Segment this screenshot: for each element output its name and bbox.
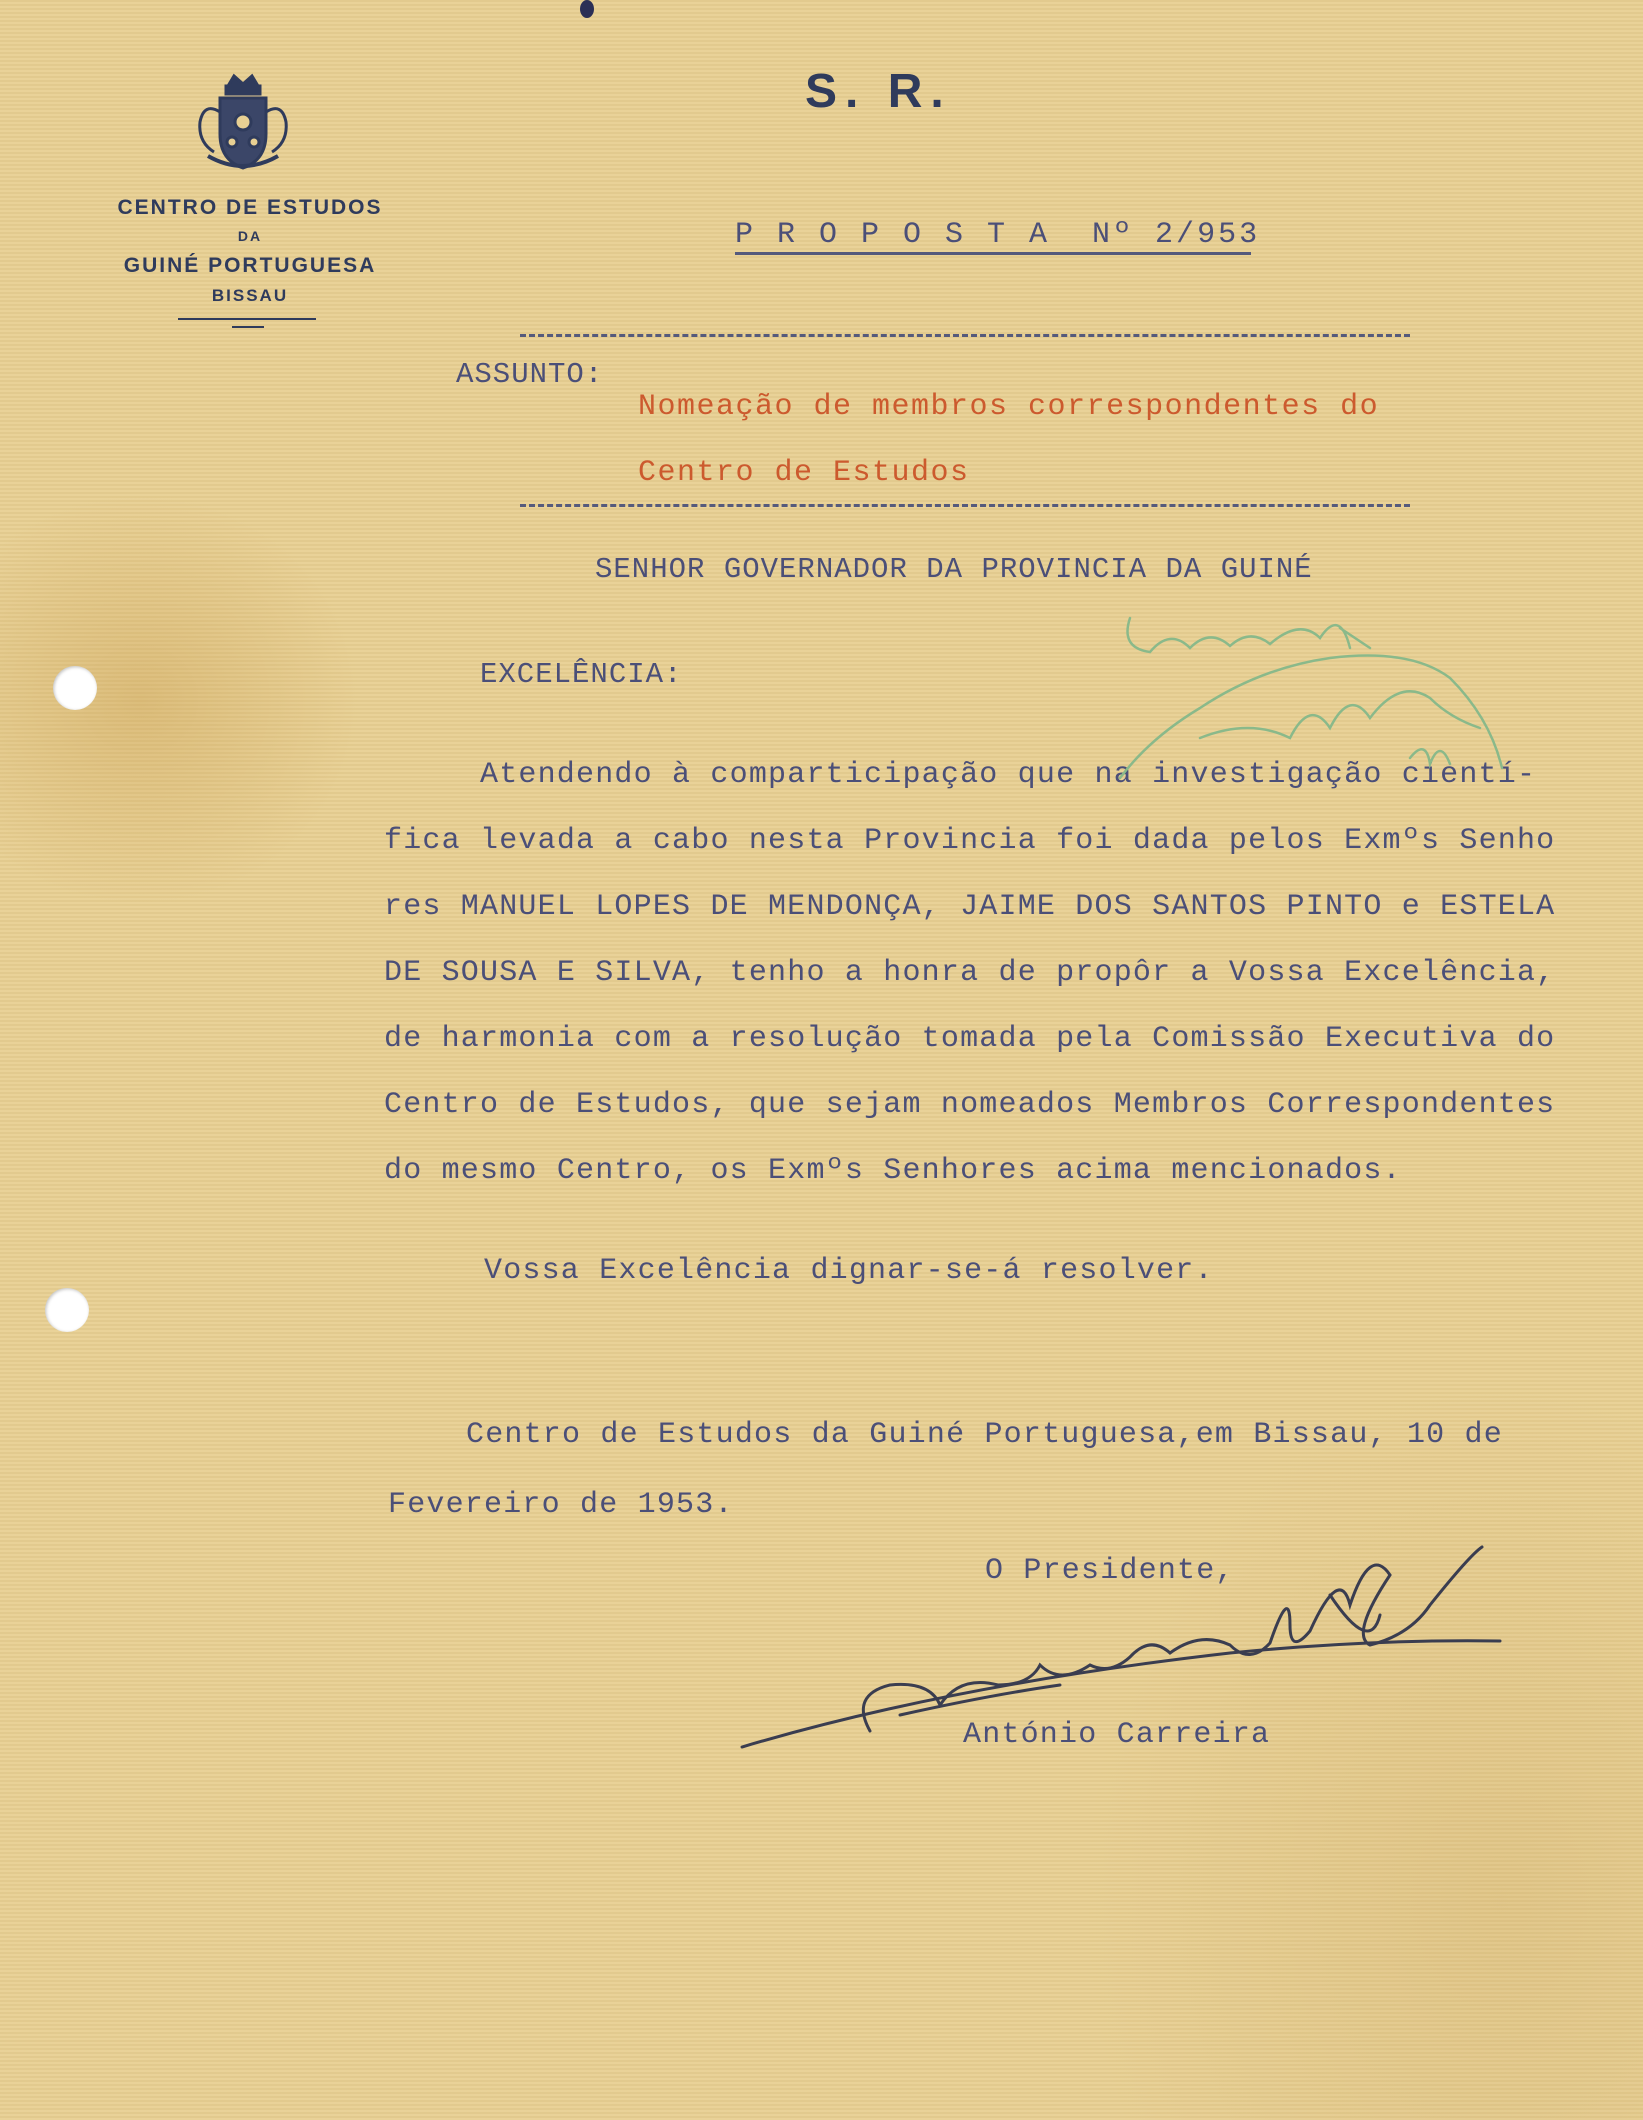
body-line-6: Centro de Estudos, que sejam nomeados Membros Correspondentes: [384, 1088, 1556, 1122]
header-sr: S. R.: [805, 65, 952, 118]
subject-label: ASSUNTO:: [456, 358, 604, 391]
salutation: EXCELÊNCIA:: [480, 658, 683, 691]
subject-line-1: Nomeação de membros correspondentes do: [638, 390, 1380, 424]
body-line-2: fica levada a cabo nesta Provincia foi dada pelos Exmºs Senho: [384, 824, 1556, 858]
body-line-1: Atendendo à comparticipação que na investigação cientí-: [480, 758, 1537, 792]
handwritten-annotation: [1110, 588, 1530, 828]
subject-line-2: Centro de Estudos: [638, 456, 970, 490]
proposal-title: P R O P O S T A Nº 2/953: [735, 218, 1261, 252]
dashed-rule-bottom: [520, 504, 1410, 507]
addressee: SENHOR GOVERNADOR DA PROVINCIA DA GUINÉ: [595, 553, 1313, 586]
letterhead-line-2: DA: [237, 228, 263, 244]
signature-role: O Presidente,: [985, 1554, 1235, 1588]
body-line-7: do mesmo Centro, os Exmºs Senhores acima mencionados.: [384, 1154, 1402, 1188]
closing-line: Vossa Excelência dignar-se-á resolver.: [484, 1254, 1214, 1288]
letterhead-rule: [178, 318, 316, 320]
signature-name: António Carreira: [963, 1718, 1271, 1752]
body-line-3: res MANUEL LOPES DE MENDONÇA, JAIME DOS SANTOS PINTO e ESTELA: [384, 890, 1556, 924]
place-date-line-1: Centro de Estudos da Guiné Portuguesa,em Bissau, 10 de: [466, 1418, 1503, 1452]
letterhead-line-1: CENTRO DE ESTUDOS: [117, 196, 383, 219]
body-line-5: de harmonia com a resolução tomada pela Comissão Executiva do: [384, 1022, 1556, 1056]
place-date-line-2: Fevereiro de 1953.: [388, 1488, 734, 1522]
letterhead-rule-short: [232, 326, 264, 328]
coat-of-arms-icon: [190, 72, 296, 176]
proposal-title-underline: [735, 252, 1251, 255]
punch-hole-top: [53, 666, 97, 710]
ink-spot: [580, 0, 594, 18]
dashed-rule-top: [520, 334, 1410, 337]
punch-hole-bottom: [45, 1288, 89, 1332]
body-line-4: DE SOUSA E SILVA, tenho a honra de propôr a Vossa Excelência,: [384, 956, 1556, 990]
letterhead-line-3: GUINÉ PORTUGUESA: [123, 254, 377, 277]
letterhead-line-4: BISSAU: [211, 286, 289, 305]
